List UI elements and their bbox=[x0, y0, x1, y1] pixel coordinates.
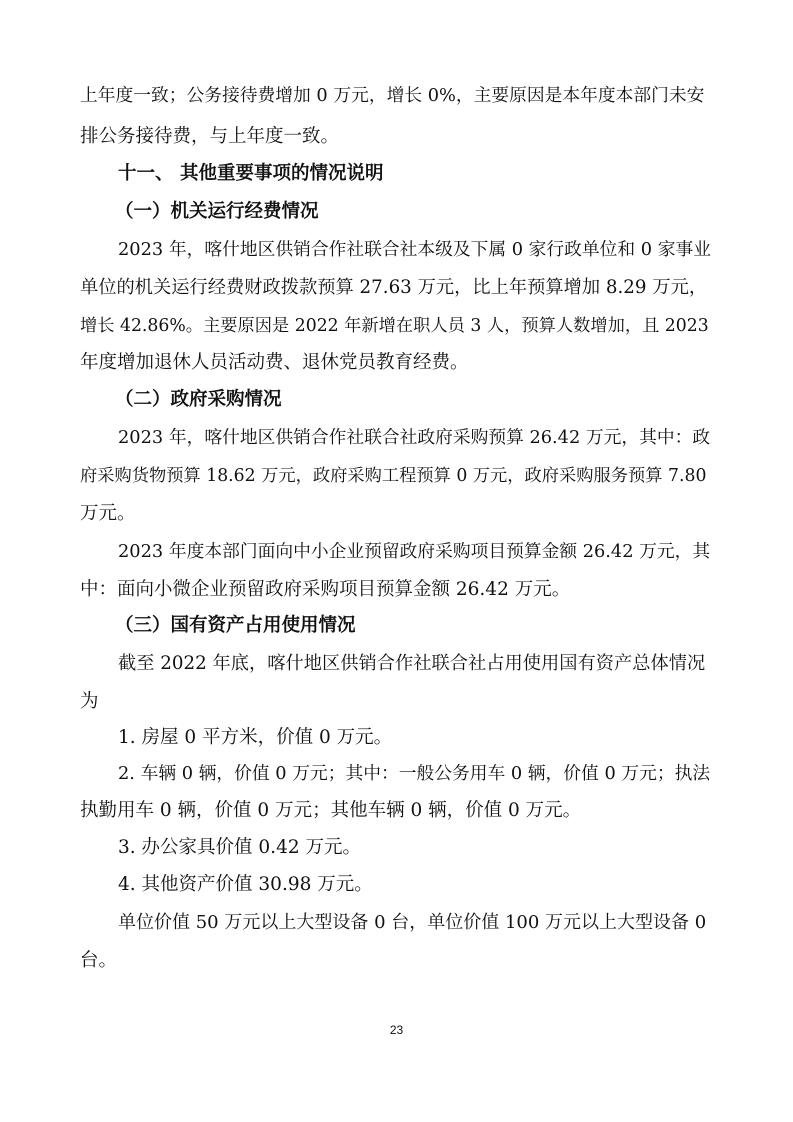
list-item-text: 1. 房屋 0 平方米，价值 0 万元。 bbox=[118, 727, 393, 748]
body-text: 府采购货物预算 18.62 万元，政府采购工程预算 0 万元，政府采购服务预算 7.80 bbox=[80, 466, 707, 486]
body-line bbox=[0, 420, 793, 456]
page-number: 23 bbox=[389, 1023, 404, 1037]
subsection-heading-text: （三）国有资产占用使用情况 bbox=[115, 615, 356, 636]
body-line bbox=[0, 572, 793, 608]
body-text: 台。 bbox=[80, 950, 118, 971]
body-text: 年度增加退休人员活动费、退休党员教育经费。 bbox=[80, 352, 469, 373]
subsection-heading-text: （一）机关运行经费情况 bbox=[115, 201, 319, 222]
body-line bbox=[0, 793, 793, 829]
body-line bbox=[0, 943, 793, 979]
body-text: 2023 年，喀什地区供销合作社联合社政府采购预算 26.42 万元，其中：政 bbox=[118, 428, 711, 448]
list-item-text: 3. 办公家具价值 0.42 万元。 bbox=[118, 837, 361, 858]
list-item bbox=[0, 830, 793, 866]
section-heading bbox=[0, 156, 793, 192]
list-item-text: 4. 其他资产价值 30.98 万元。 bbox=[118, 874, 373, 895]
body-line bbox=[0, 646, 793, 682]
body-text: 排公务接待费，与上年度一致。 bbox=[80, 126, 340, 147]
body-text: 2023 年度本部门面向中小企业预留政府采购项目预算金额 26.42 万元，其 bbox=[118, 542, 711, 562]
subsection-heading-text: （二）政府采购情况 bbox=[115, 389, 282, 410]
body-text: 增长 42.86%。主要原因是 2022 年新增在职人员 3 人，预算人数增加，且 2023 bbox=[80, 316, 709, 336]
subsection-heading bbox=[0, 608, 793, 644]
body-text: 为 bbox=[80, 691, 99, 712]
body-line bbox=[0, 232, 793, 268]
body-line bbox=[0, 308, 793, 344]
body-text: 2023 年，喀什地区供销合作社联合社本级及下属 0 家行政单位和 0 家事业 bbox=[118, 240, 711, 260]
subsection-heading bbox=[0, 382, 793, 418]
body-text: 万元。 bbox=[80, 503, 136, 524]
list-item bbox=[0, 756, 793, 792]
body-text: 执勤用车 0 辆，价值 0 万元；其他车辆 0 辆，价值 0 万元。 bbox=[80, 800, 582, 821]
body-text: 单位价值 50 万元以上大型设备 0 台，单位价值 100 万元以上大型设备 0 bbox=[118, 912, 707, 933]
body-line bbox=[0, 345, 793, 381]
list-item-text: 2. 车辆 0 辆，价值 0 万元；其中：一般公务用车 0 辆，价值 0 万元；执法 bbox=[118, 764, 711, 784]
body-line bbox=[0, 458, 793, 494]
body-line bbox=[80, 78, 711, 114]
body-line bbox=[0, 905, 793, 941]
section-heading-text: 十一、 其他重要事项的情况说明 bbox=[118, 163, 384, 184]
subsection-heading bbox=[0, 194, 793, 230]
body-line bbox=[0, 534, 793, 570]
body-line bbox=[0, 119, 793, 155]
body-text: 上年度一致；公务接待费增加 0 万元，增长 0%，主要原因是本年度本部门未安 bbox=[80, 86, 705, 106]
list-item bbox=[0, 720, 793, 756]
body-line bbox=[0, 496, 793, 532]
list-item bbox=[0, 867, 793, 903]
body-line bbox=[0, 270, 793, 306]
body-text: 单位的机关运行经费财政拨款预算 27.63 万元，比上年预算增加 8.29 万元， bbox=[80, 277, 708, 298]
body-text: 中：面向小微企业预留政府采购项目预算金额 26.42 万元。 bbox=[80, 579, 571, 600]
body-text: 截至 2022 年底，喀什地区供销合作社联合社占用使用国有资产总体情况 bbox=[118, 653, 706, 674]
body-line bbox=[0, 684, 793, 720]
